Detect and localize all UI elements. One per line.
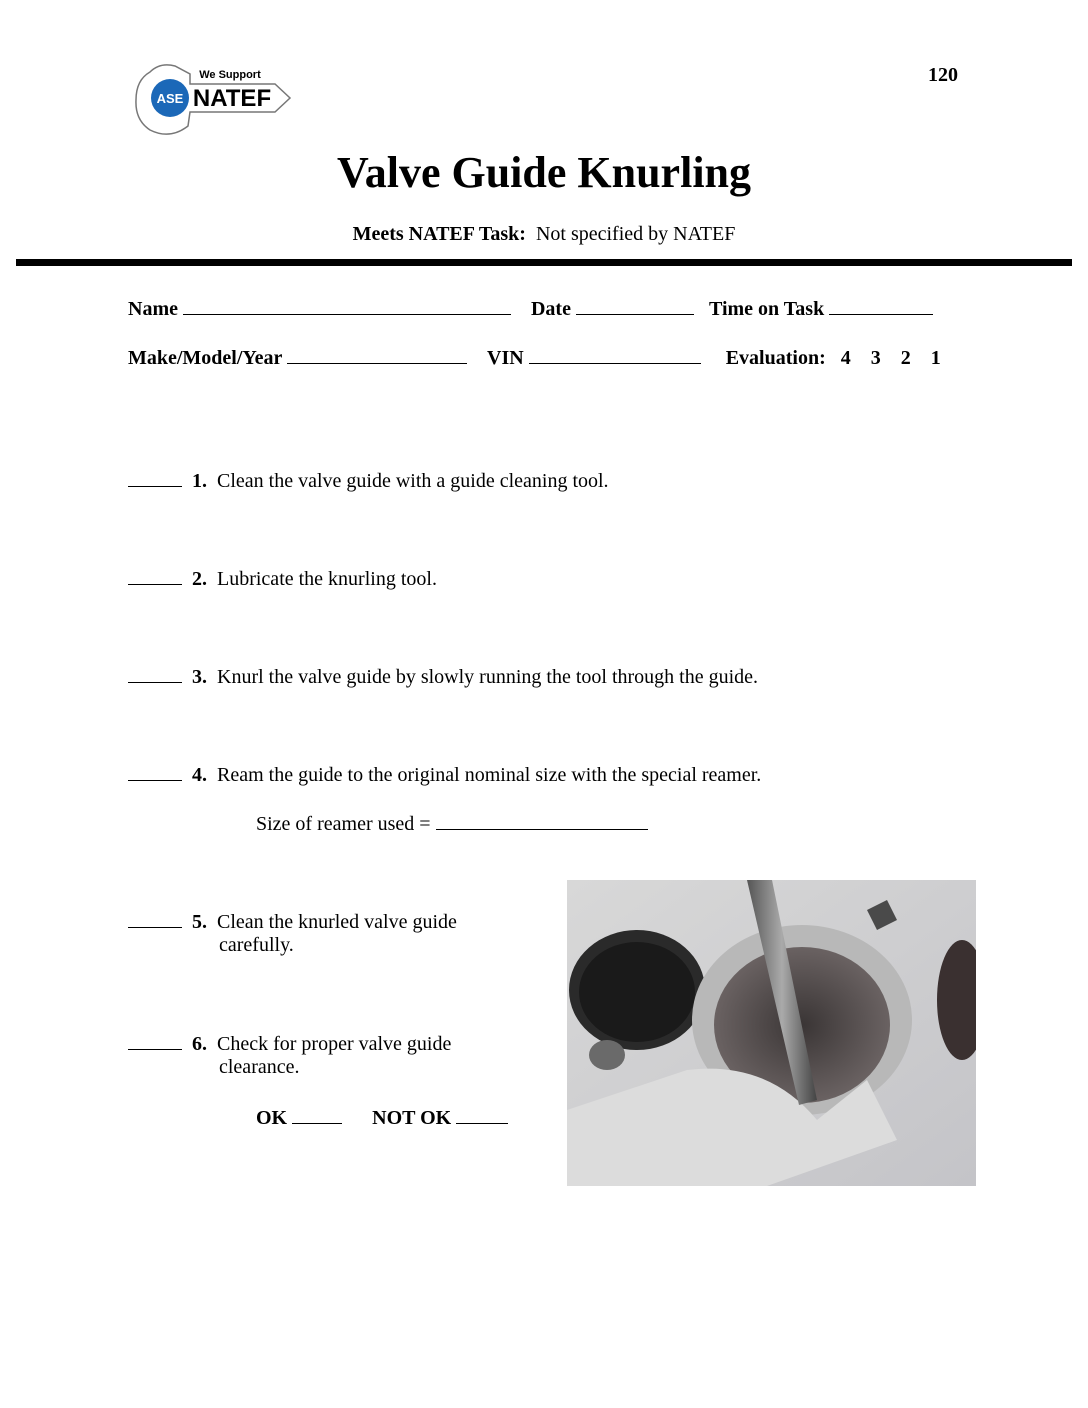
score-3[interactable]: 3 xyxy=(870,347,881,369)
score-4[interactable]: 4 xyxy=(840,347,851,369)
make-field[interactable] xyxy=(287,345,467,364)
natef-logo xyxy=(130,60,295,142)
svg-text:We Support: We Support xyxy=(199,69,261,81)
not-ok-field[interactable] xyxy=(456,1105,508,1124)
reamer-size: Size of reamer used = xyxy=(256,811,648,836)
name-row: Name Date Time on Task xyxy=(128,296,933,321)
ok-field[interactable] xyxy=(292,1105,342,1124)
step-5-cont: carefully. xyxy=(219,934,294,956)
step-check[interactable] xyxy=(128,909,182,928)
name-field[interactable] xyxy=(183,296,511,315)
step-4: 4. Ream the guide to the original nominal size with the special reamer. xyxy=(128,762,761,787)
vin-field[interactable] xyxy=(529,345,701,364)
svg-text:NATEF: NATEF xyxy=(192,85,272,112)
step-2: 2. Lubricate the knurling tool. xyxy=(128,566,437,591)
step-check[interactable] xyxy=(128,664,182,683)
svg-text:ASE: ASE xyxy=(156,91,184,106)
score-1[interactable]: 1 xyxy=(930,347,941,369)
page-number: 120 xyxy=(928,64,958,86)
vehicle-row: Make/Model/Year VIN Evaluation: 4 3 2 1 xyxy=(128,347,941,369)
score-2[interactable]: 2 xyxy=(900,347,911,369)
step-6: 6. Check for proper valve guide xyxy=(128,1031,451,1056)
valve-guide-photo xyxy=(567,880,976,1186)
step-check[interactable] xyxy=(128,468,182,487)
time-field[interactable] xyxy=(829,296,933,315)
step-5: 5. Clean the knurled valve guide xyxy=(128,909,457,934)
step-check[interactable] xyxy=(128,1031,182,1050)
step-3: 3. Knurl the valve guide by slowly running the tool through the guide. xyxy=(128,664,758,689)
divider xyxy=(16,259,1072,266)
ok-row: OK NOT OK xyxy=(256,1105,508,1130)
page-title: Valve Guide Knurling xyxy=(336,148,752,197)
step-check[interactable] xyxy=(128,566,182,585)
step-1: 1. Clean the valve guide with a guide cleaning tool. xyxy=(128,468,609,493)
natef-task: Meets NATEF Task: Not specified by NATEF xyxy=(352,223,736,245)
date-field[interactable] xyxy=(576,296,694,315)
reamer-size-field[interactable] xyxy=(436,811,648,830)
step-check[interactable] xyxy=(128,762,182,781)
step-6-cont: clearance. xyxy=(219,1056,300,1078)
